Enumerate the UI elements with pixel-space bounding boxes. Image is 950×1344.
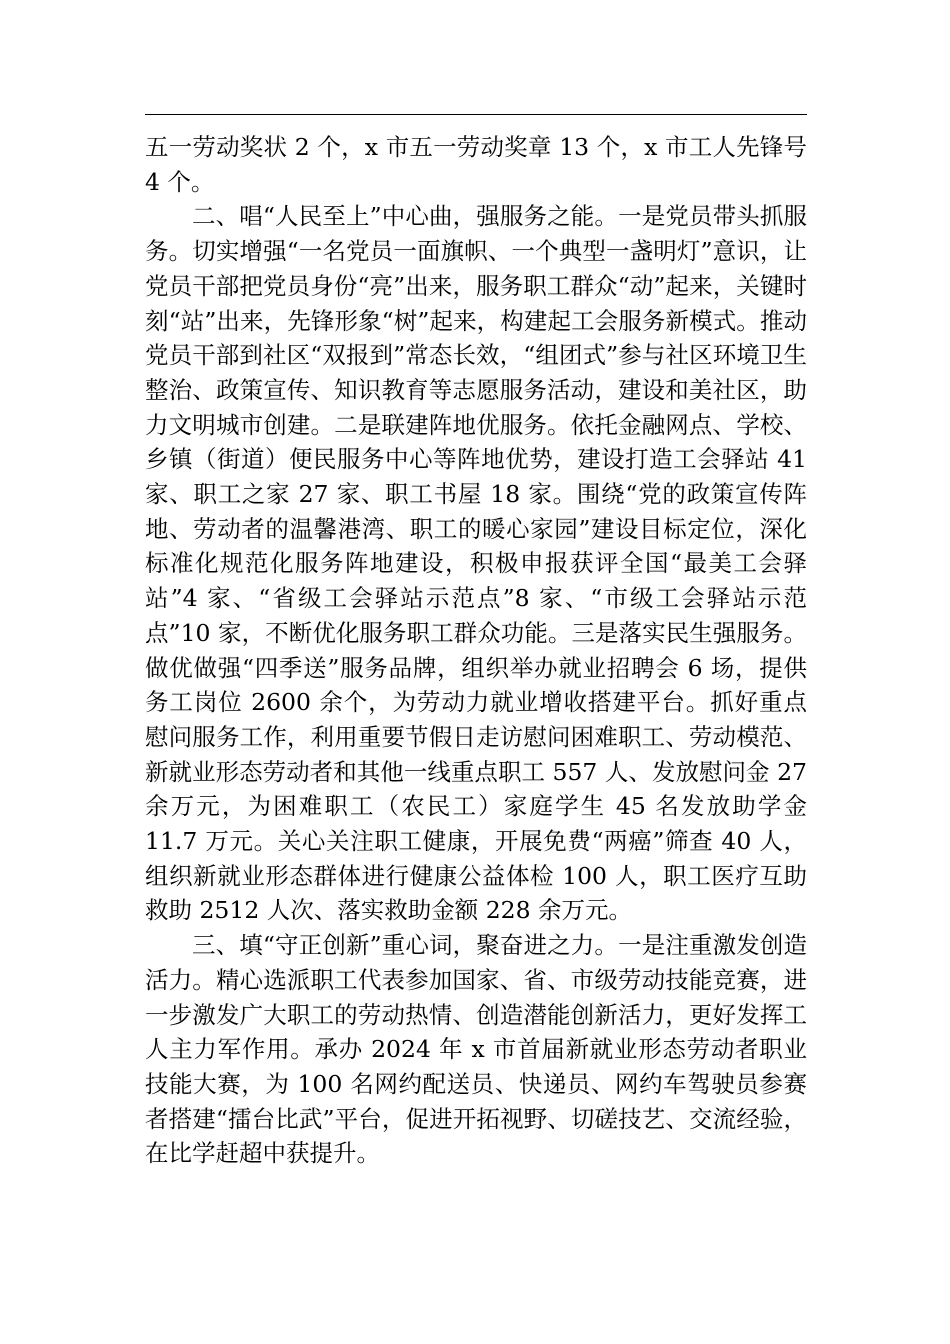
header-rule <box>145 114 807 115</box>
paragraph-continuation <box>145 130 807 199</box>
paragraph-text: 一是注重激发创造活力。精心选派职工代表参加国家、省、市级劳动技能竞赛，进一步激发广大职工的劳动热情、创造潜能创新活力，更好发挥工人主力军作用。承办 2024 年 x 市首届新就业形态劳动者职业技能大赛，为 100 名网约配送员、快递员、网约车驾驶员参赛者搭建“擂台比武”平台，促进开拓视野、切磋技艺、交流经验，在比学赶超中获提升。 <box>145 931 807 1168</box>
section-heading: 三、填“守正创新”重心词，聚奋进之力。 <box>192 931 619 960</box>
paragraph-text: 五一劳动奖状 2 个，x 市五一劳动奖章 13 个，x 市工人先锋号 4 个。 <box>145 133 807 196</box>
document-body <box>145 130 807 1171</box>
paragraph-section-two <box>145 199 807 928</box>
paragraph-section-three <box>145 928 807 1171</box>
section-heading: 二、唱“人民至上”中心曲，强服务之能。 <box>192 202 619 231</box>
paragraph-text: 一是党员带头抓服务。切实增强“一名党员一面旗帜、一个典型一盏明灯”意识，让党员干部把党员身份“亮”出来，服务职工群众“动”起来，关键时刻“站”出来，先锋形象“树”起来，构建起工会服务新模式。推动党员干部到社区“双报到”常态长效，“组团式”参与社区环境卫生整治、政策宣传、知识教育等志愿服务活动，建设和美社区，助力文明城市创建。二是联建阵地优服务。依托金融网点、学校、乡镇（街道）便民服务中心等阵地优势，建设打造工会驿站 41 家、职工之家 27 家、职工书屋 18 家。围绕“党的政策宣传阵地、劳动者的温馨港湾、职工的暖心家园”建设目标定位，深化标准化规范化服务阵地建设，积极申报获评全国“最美工会驿站”4 家、“省级工会驿站示范点”8 家、“市级工会驿站示范点”10 家，不断优化服务职工群众功能。三是落实民生强服务。做优做强“四季送”服务品牌，组织举办就业招聘会 6 场，提供务工岗位 2600 余个，为劳动力就业增收搭建平台。抓好重点慰问服务工作，利用重要节假日走访慰问困难职工、劳动模范、新就业形态劳动者和其他一线重点职工 557 人、发放慰问金 27 余万元，为困难职工（农民工）家庭学生 45 名发放助学金 11.7 万元。关心关注职工健康，开展免费“两癌”筛查 40 人，组织新就业形态群体进行健康公益体检 100 人，职工医疗互助救助 2512 人次、落实救助金额 228 余万元。 <box>145 202 807 925</box>
